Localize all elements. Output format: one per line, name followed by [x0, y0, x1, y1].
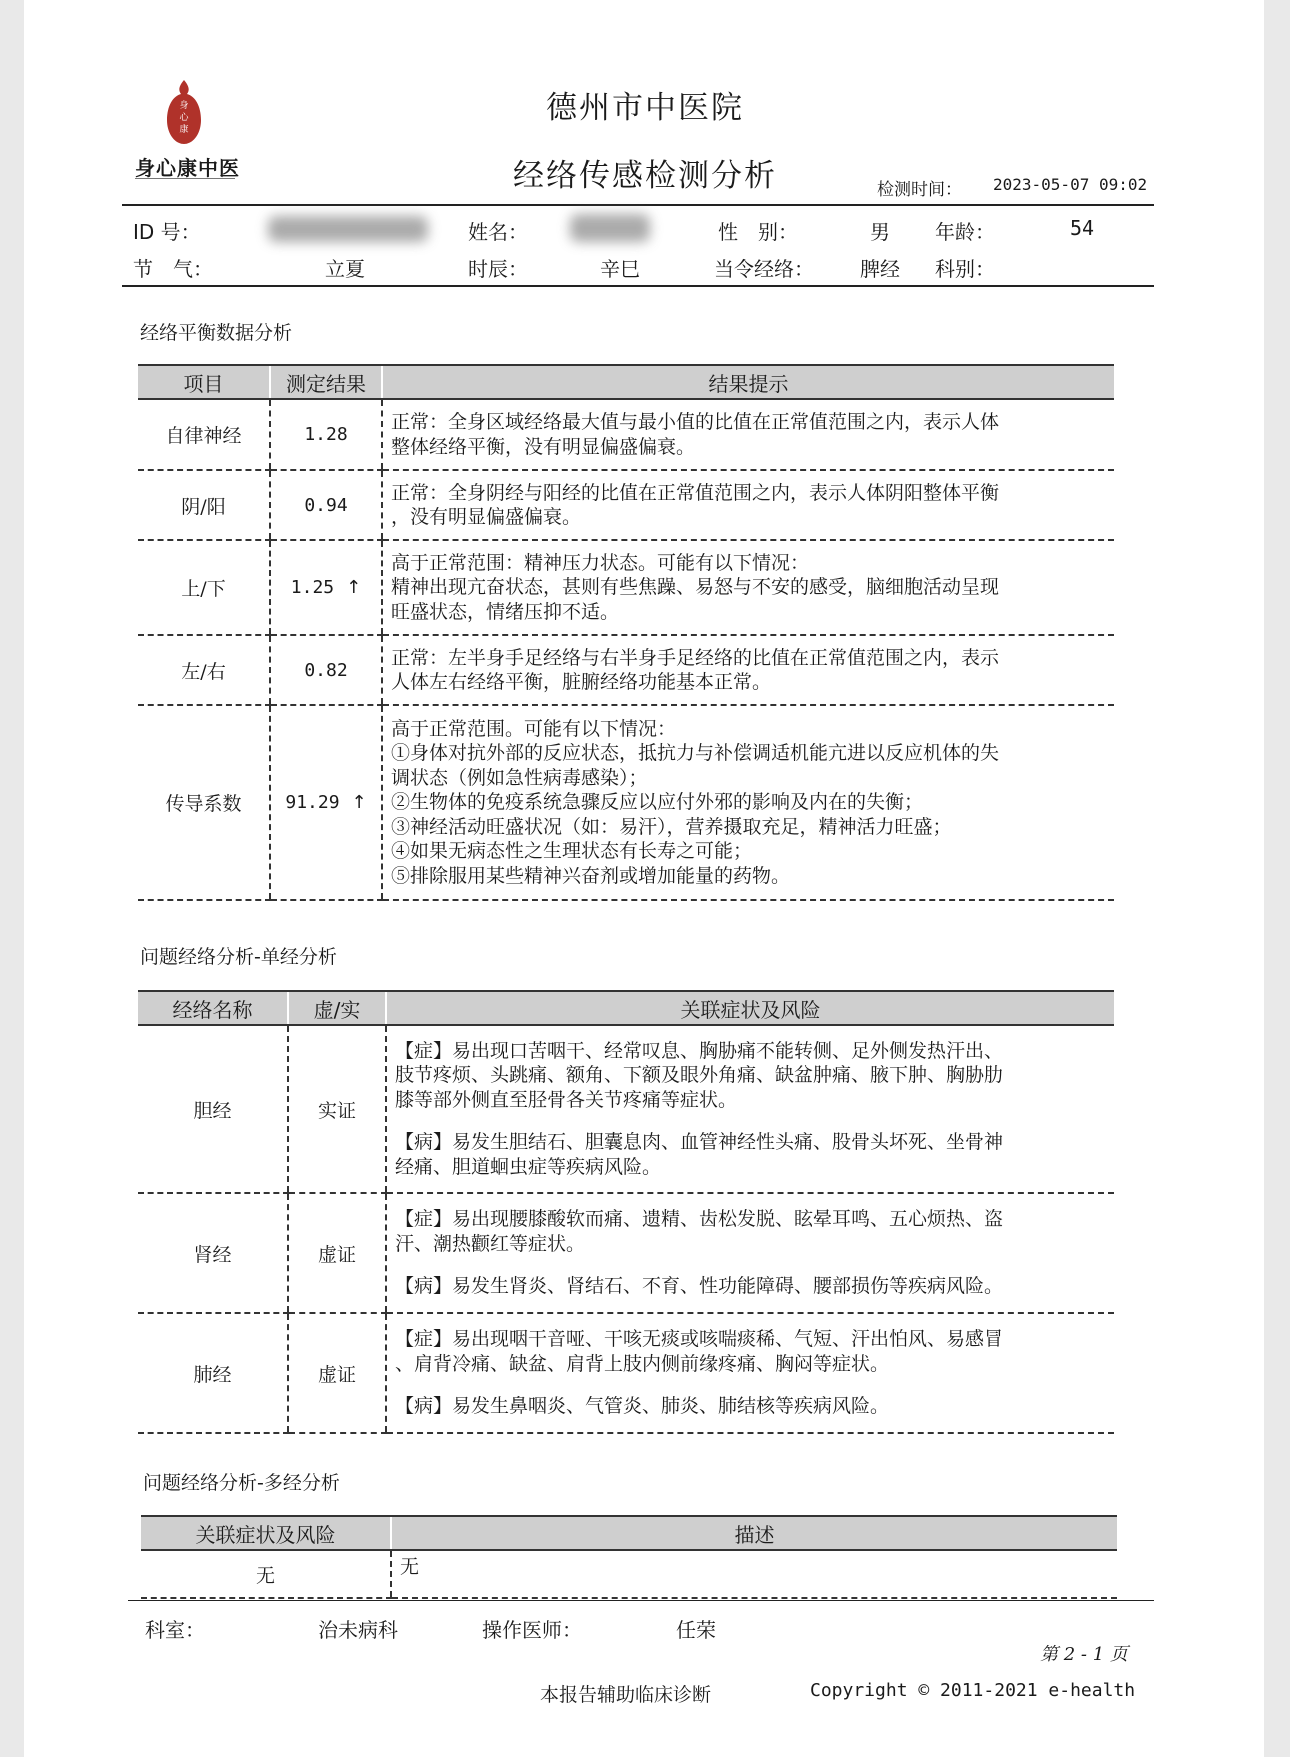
report-title: 经络传感检测分析 — [513, 158, 777, 194]
balance-result: 1.28 — [270, 399, 382, 470]
meridian-risk: 【症】易出现咽干音哑、干咳无痰或咳喘痰稀、气短、汗出怕风、易感冒 、肩背冷痛、缺盆、肩背上肢内侧前缘疼痛、胸闷等症状。 【病】易发生鼻咽炎、气管炎、肺炎、肺结核等疾病风险。 — [386, 1313, 1114, 1433]
report-note: 本报告辅助临床诊断 — [540, 1684, 712, 1706]
balance-table — [138, 364, 1114, 901]
gender-value: 男 — [870, 220, 890, 244]
balance-hint: 正常：全身阴经与阳经的比值在正常值范围之内，表示人体阴阳整体平衡 ，没有明显偏盛偏衰。 — [382, 470, 1114, 540]
meridian-type: 虚证 — [288, 1193, 386, 1313]
balance-header-result: 测定结果 — [270, 365, 382, 399]
multi-header-risk: 关联症状及风险 — [141, 1516, 391, 1550]
meridian-name: 胆经 — [138, 1025, 288, 1193]
single-header-risk: 关联症状及风险 — [386, 991, 1114, 1025]
hour-label: 时辰： — [468, 257, 528, 281]
balance-item: 左/右 — [138, 635, 270, 705]
multi-meridian-table — [141, 1515, 1117, 1599]
id-label: ID 号： — [133, 220, 201, 244]
table-row — [141, 1550, 1117, 1598]
dept-label: 科别： — [935, 257, 995, 281]
solar-term-label: 节 气： — [133, 257, 213, 281]
balance-section-title: 经络平衡数据分析 — [140, 322, 293, 344]
meridian-type: 实证 — [288, 1025, 386, 1193]
copyright: Copyright © 2011-2021 e-health — [810, 1680, 1136, 1701]
datetime-label: 检测时间： — [877, 180, 962, 200]
id-redacted — [268, 216, 428, 242]
meridian-value: 脾经 — [860, 257, 900, 281]
meridian-name: 肺经 — [138, 1313, 288, 1433]
meridian-name: 肾经 — [138, 1193, 288, 1313]
svg-text:心: 心 — [179, 113, 189, 123]
info-top-rule — [122, 204, 1154, 206]
balance-item: 上/下 — [138, 540, 270, 635]
meridian-risk: 【症】易出现口苦咽干、经常叹息、胸胁痛不能转侧、足外侧发热汗出、 肢节疼烦、头跳痛、额角、下额及眼外角痛、缺盆肿痛、腋下肿、胸胁肋 膝等部外侧直至胫骨各关节疼痛等症状。 【病】易发生胆结石、胆囊息肉、血管神经性头痛、股骨头坏死、坐骨神 经痛、胆道蛔虫症等疾病风险。 — [386, 1025, 1114, 1193]
meridian-risk: 【症】易出现腰膝酸软而痛、遗精、齿松发脱、眩晕耳鸣、五心烦热、盗 汗、潮热颧红等症状。 【病】易发生肾炎、肾结石、不育、性功能障碍、腰部损伤等疾病风险。 — [386, 1193, 1114, 1313]
svg-text:康: 康 — [179, 125, 189, 135]
up-arrow-icon: ↑ — [351, 792, 367, 813]
balance-item: 阴/阳 — [138, 470, 270, 540]
name-redacted — [570, 214, 650, 242]
table-row — [138, 1313, 1114, 1433]
up-arrow-icon: ↑ — [346, 577, 362, 598]
multi-desc: 无 — [391, 1550, 1117, 1598]
balance-header-item: 项目 — [138, 365, 270, 399]
table-row — [138, 1193, 1114, 1313]
balance-result: 91.29 ↑ — [270, 705, 382, 900]
single-header-type: 虚/实 — [288, 991, 386, 1025]
page-number: 第 2 - 1 页 — [1040, 1644, 1128, 1665]
single-header-name: 经络名称 — [138, 991, 288, 1025]
footer-rule — [128, 1600, 1154, 1601]
balance-header-hint: 结果提示 — [382, 365, 1114, 399]
name-label: 姓名： — [468, 220, 528, 244]
info-bottom-rule — [122, 285, 1154, 287]
age-value: 54 — [1070, 216, 1095, 240]
balance-hint: 高于正常范围：精神压力状态。可能有以下情况： 精神出现亢奋状态，甚则有些焦躁、易怒与不安的感受，脑细胞活动呈现 旺盛状态，情绪压抑不适。 — [382, 540, 1114, 635]
hospital-name: 德州市中医院 — [546, 90, 744, 126]
single-section-title: 问题经络分析-单经分析 — [140, 946, 337, 968]
footer-doctor-value: 任荣 — [676, 1618, 716, 1642]
meridian-label: 当令经络： — [714, 257, 814, 281]
table-row — [138, 399, 1114, 470]
gender-label: 性 别： — [718, 220, 798, 244]
solar-term-value: 立夏 — [325, 257, 365, 281]
datetime-value: 2023-05-07 09:02 — [993, 175, 1148, 194]
footer-dept-value: 治未病科 — [318, 1618, 398, 1642]
table-row — [138, 1025, 1114, 1193]
balance-hint: 高于正常范围。可能有以下情况： ①身体对抗外部的反应状态，抵抗力与补偿调适机能亢进以反应机体的失 调状态（例如急性病毒感染）； ②生物体的免疫系统急骤反应以应付外邪的影响及内在的失衡； ③神经活动旺盛状况（如：易汗），营养摄取充足，精神活力旺盛； ④如果无病态性之生理状态有长寿之可能； ⑤排除服用某些精神兴奋剂或增加能量的药物。 — [382, 705, 1114, 900]
age-label: 年龄： — [935, 220, 995, 244]
balance-result: 1.25 ↑ — [270, 540, 382, 635]
table-row — [138, 540, 1114, 635]
hour-value: 辛巳 — [600, 257, 640, 281]
footer-doctor-label: 操作医师： — [482, 1618, 582, 1642]
table-row — [138, 470, 1114, 540]
meridian-type: 虚证 — [288, 1313, 386, 1433]
multi-header-desc: 描述 — [391, 1516, 1117, 1550]
balance-result: 0.94 — [270, 470, 382, 540]
balance-item: 自律神经 — [138, 399, 270, 470]
table-row — [138, 705, 1114, 900]
balance-result: 0.82 — [270, 635, 382, 705]
table-row — [138, 635, 1114, 705]
multi-section-title: 问题经络分析-多经分析 — [143, 1472, 340, 1494]
balance-item: 传导系数 — [138, 705, 270, 900]
balance-hint: 正常：左半身手足经络与右半身手足经络的比值在正常值范围之内，表示 人体左右经络平衡，脏腑经络功能基本正常。 — [382, 635, 1114, 705]
multi-risk: 无 — [141, 1550, 391, 1598]
footer-dept-label: 科室： — [145, 1618, 205, 1642]
logo-text: 身心康中医 — [135, 156, 240, 180]
svg-text:身: 身 — [179, 101, 189, 111]
balance-hint: 正常：全身区域经络最大值与最小值的比值在正常值范围之内，表示人体 整体经络平衡，没有明显偏盛偏衰。 — [382, 399, 1114, 470]
single-meridian-table — [138, 990, 1114, 1434]
